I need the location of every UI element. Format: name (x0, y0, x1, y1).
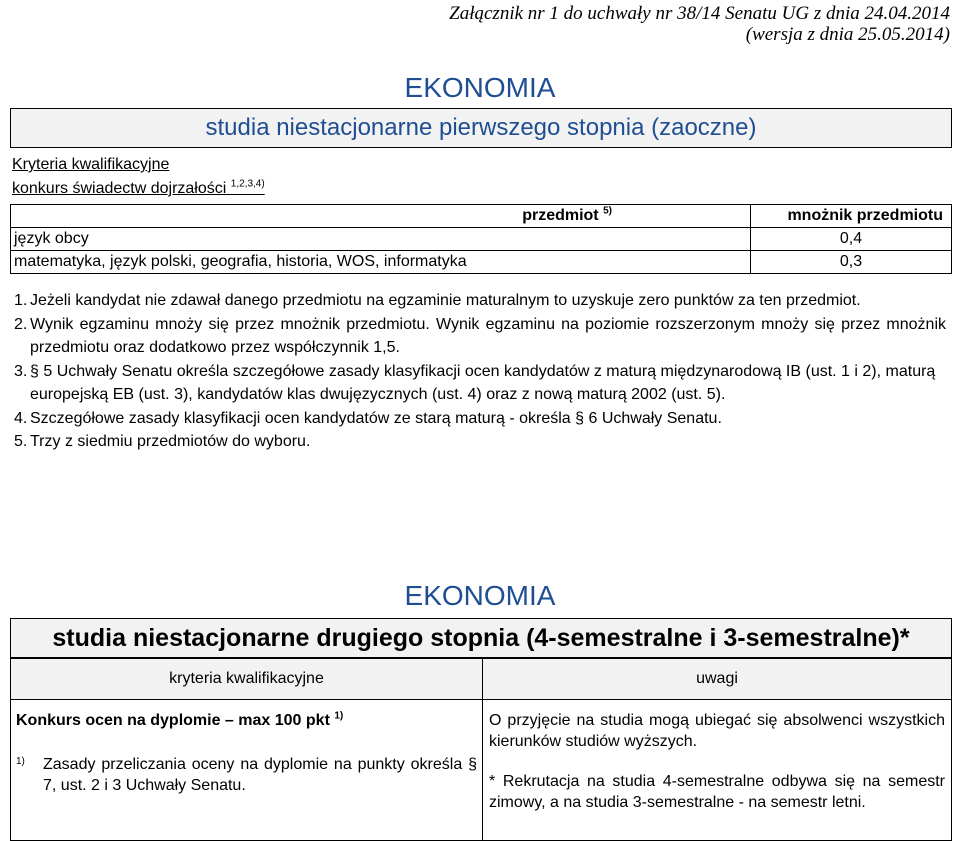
note-item (0, 360, 946, 407)
section1-subtitle-box (10, 108, 952, 148)
note-item (0, 313, 946, 360)
note-item (0, 430, 946, 454)
criteria-cell (11, 700, 483, 841)
contest-label-text: konkurs świadectw dojrzałości (12, 180, 227, 197)
row-subject: język obcy (11, 228, 751, 251)
attachment-line-2: (wersja z dnia 25.05.2014) (745, 24, 950, 45)
header-remarks: uwagi (483, 659, 952, 700)
remarks-cell (483, 700, 952, 841)
note-text: Wynik egzaminu mnoży się przez mnożnik przedmiotu. Wynik egzaminu na poziomie rozszerzonym mnoży się przez mnożnik przedmiotu oraz dodatkowo przez współczynnik 1,5. (30, 315, 946, 356)
diploma-contest-label: Konkurs ocen na dyplomie (16, 712, 221, 729)
notes-list (0, 289, 946, 454)
footnote-text: Zasady przeliczania oceny na dyplomie na punkty określa § 7, ust. 2 i 3 Uchwały Senatu. (43, 756, 477, 794)
contest-label (12, 180, 265, 198)
attachment-line-1: Załącznik nr 1 do uchwały nr 38/14 Senatu UG z dnia 24.04.2014 (449, 3, 950, 24)
note-item (0, 289, 946, 313)
section2-title: EKONOMIA (404, 580, 556, 611)
section1-subtitle: studia niestacjonarne pierwszego stopnia (zaoczne) (205, 114, 757, 141)
second-table-header (11, 659, 952, 700)
second-table-row (11, 700, 952, 841)
second-degree-table (10, 658, 952, 841)
row-multiplier: 0,4 (751, 228, 952, 251)
header-subject-sup: 5) (603, 205, 612, 217)
note-text: Jeżeli kandydat nie zdawał danego przedmiotu na egzaminie maturalnym to uzyskuje zero punktów za ten przedmiot. (30, 292, 861, 309)
diploma-contest-sup: 1) (334, 710, 344, 722)
note-text: Szczegółowe zasady klasyfikacji ocen kandydatów ze starą maturą - określa § 6 Uchwały Senatu. (30, 409, 722, 427)
header-multiplier: mnożnik przedmiotu (751, 205, 952, 228)
header-criteria: kryteria kwalifikacyjne (11, 659, 483, 700)
subject-table (10, 204, 952, 274)
row-subject: matematyka, język polski, geografia, historia, WOS, informatyka (11, 251, 751, 274)
table-row (11, 228, 952, 251)
section2-subtitle: studia niestacjonarne drugiego stopnia (4-semestralne i 3-semestralne)* (52, 623, 910, 652)
note-text: § 5 Uchwały Senatu określa szczegółowe zasady klasyfikacji ocen kandydatów z maturą międzynarodową IB (ust. 1 i 2), maturą europejską EB (ust. 3), kandydatów klas dwujęzycznych (ust. 4) oraz z nową maturą 2002 (ust. 5). (30, 362, 936, 403)
row-multiplier: 0,3 (751, 251, 952, 274)
remark-recruitment: * Rekrutacja na studia 4-semestralne odbywa się na semestr zimowy, a na studia 3-semestralne - na semestr letni. (489, 773, 945, 811)
diploma-contest-dash: – (220, 712, 239, 729)
table-row (11, 251, 952, 274)
diploma-contest (16, 712, 477, 730)
section2-subtitle-box (10, 618, 952, 658)
contest-label-sup: 1,2,3,4) (230, 178, 265, 190)
note-number: 5. (14, 433, 28, 450)
note-number: 4. (14, 409, 28, 427)
diploma-contest-max: max 100 pkt (238, 712, 330, 729)
header-subject-text: przedmiot (522, 207, 599, 224)
footnote: 1) Zasady przeliczania oceny na dyplomie na punkty określa § 7, ust. 2 i 3 Uchwały Senatu. (16, 756, 477, 794)
remark-eligibility: O przyjęcie na studia mogą ubiegać się absolwenci wszystkich kierunków studiów wyższych. (489, 712, 945, 750)
note-number: 3. (14, 362, 28, 380)
criteria-heading: Kryteria kwalifikacyjne (12, 156, 170, 173)
note-item (0, 407, 946, 431)
subject-table-header (11, 205, 952, 228)
header-subject (11, 205, 751, 228)
note-number: 2. (14, 315, 28, 333)
note-text: Trzy z siedmiu przedmiotów do wyboru. (30, 433, 311, 450)
section1-title: EKONOMIA (404, 72, 556, 103)
note-number: 1. (14, 292, 28, 309)
